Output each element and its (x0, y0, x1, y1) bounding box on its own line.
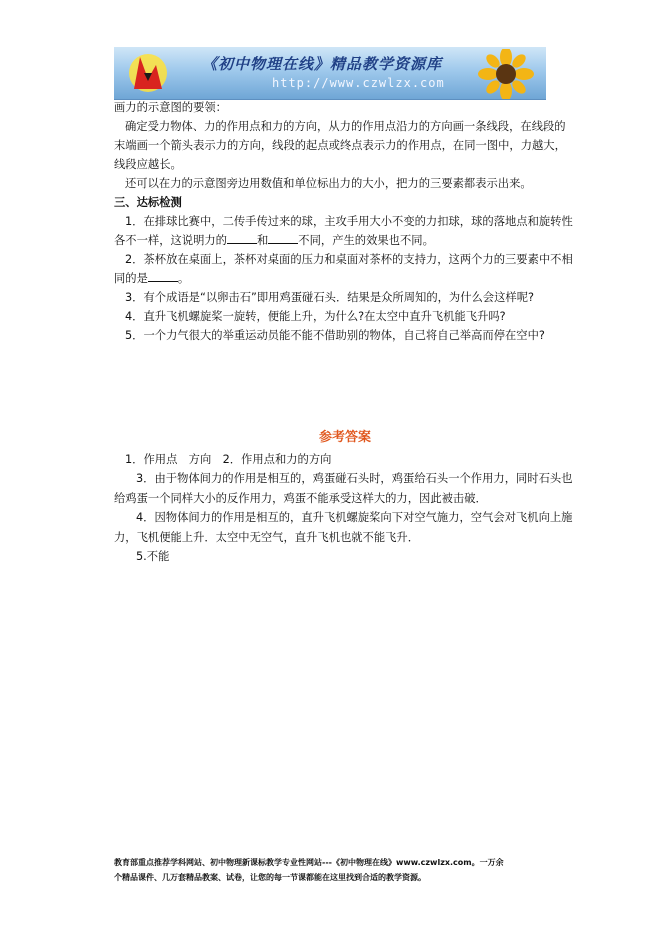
question-5: 5．一个力气很大的举重运动员能不能不借助别的物体，自己将自己举高而停在空中? (125, 329, 545, 342)
lesson-content (114, 98, 576, 345)
answer-5: 5.不能 (136, 550, 170, 563)
answer-1-2: 1．作用点 方向 2．作用点和力的方向 (125, 452, 332, 466)
footer-line: 教育部重点推荐学科网站、初中物理新课标教学专业性网站---《初中物理在线》www.czwlzx.com。一万余 (114, 858, 504, 867)
fill-blank (227, 233, 257, 244)
banner-url: http://www.czwlzx.com (272, 76, 445, 90)
section-heading: 三、达标检测 (114, 196, 182, 209)
page-footer (114, 855, 579, 885)
paragraph: 确定受力物体、力的作用点和力的方向，从力的作用点沿力的方向画一条线段，在线段的末端画一个箭头表示力的方向，线段的起点或终点表示力的作用点，在同一图中，力越大，线段应越长。 (114, 120, 566, 171)
answers-title: 参考答案 (318, 430, 371, 445)
footer-line: 个精品课件、几万套精品教案、试卷，让您的每一节课都能在这里找到合适的教学资源。 (114, 873, 426, 882)
answer-3: 3．由于物体间力的作用是相互的，鸡蛋碰石头时，鸡蛋给石头一个作用力，同时石头也给鸡蛋一个同样大小的反作用力，鸡蛋不能承受这样大的力，因此被击破． (114, 472, 573, 505)
sunflower-icon (476, 49, 536, 99)
answer-4: 4．因物体间力的作用是相互的，直升飞机螺旋桨向下对空气施力，空气会对飞机向上施力，飞机便能上升．太空中无空气，直升飞机也就不能飞升． (114, 511, 573, 544)
answer-section (114, 428, 576, 567)
paragraph: 画力的示意图的要领： (114, 101, 227, 114)
question-1: 1．在排球比赛中，二传手传过来的球，主攻手用大小不变的力扣球，球的落地点和旋转性各不一样，这说明力的 和 不同，产生的效果也不同。 (114, 215, 573, 247)
banner-title: 《初中物理在线》精品教学资源库 (202, 55, 443, 73)
question-4: 4．直升飞机螺旋桨一旋转，便能上升，为什么?在太空中直升飞机能飞升吗? (125, 310, 506, 323)
question-2: 2．茶杯放在桌面上，茶杯对桌面的压力和桌面对茶杯的支持力，这两个力的三要素中不相同的是 。 (114, 253, 573, 285)
fill-blank (148, 271, 178, 282)
header-banner (114, 47, 546, 100)
question-3: 3．有个成语是“以卵击石”即用鸡蛋碰石头．结果是众所周知的，为什么会这样呢? (125, 291, 534, 304)
logo-icon (126, 51, 170, 95)
fill-blank (268, 233, 298, 244)
paragraph: 还可以在力的示意图旁边用数值和单位标出力的大小，把力的三要素都表示出来。 (125, 177, 532, 190)
